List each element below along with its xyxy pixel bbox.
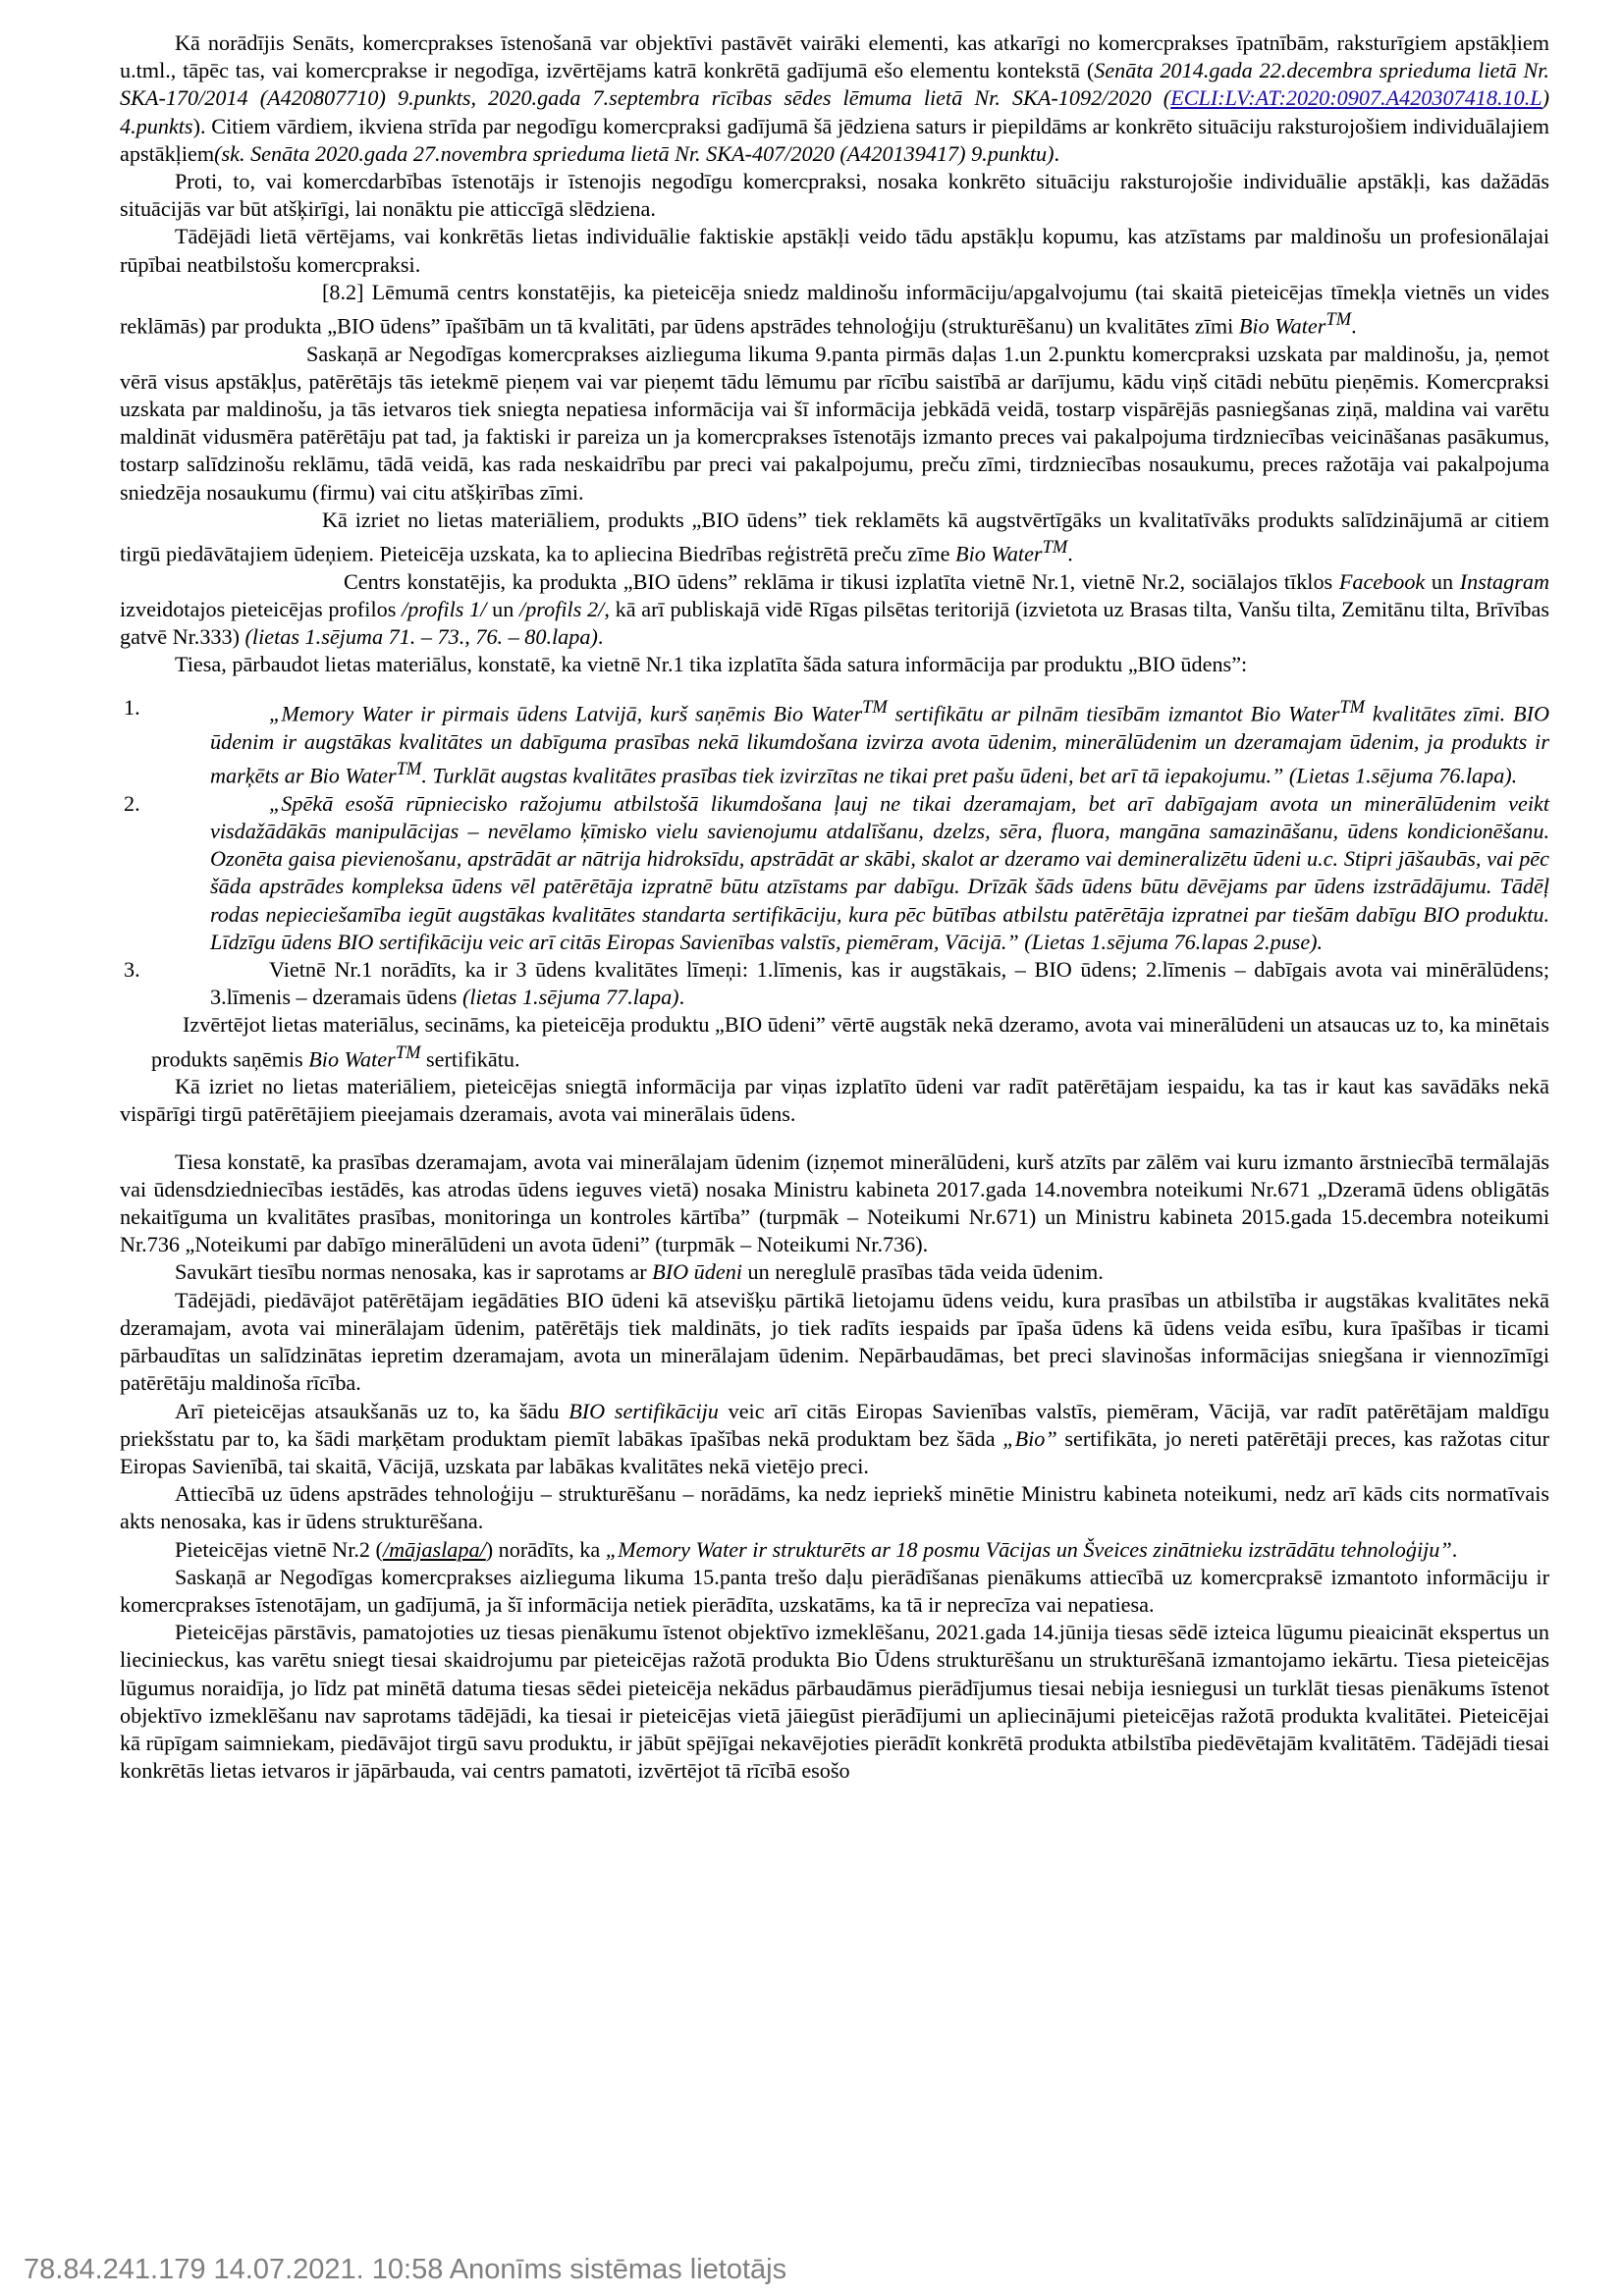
paragraph-website-claim: Pieteicējas vietnē Nr.2 (/mājaslapa/) norādīts, ka „Memory Water ir strukturēts ar 18 posmu Vācijas un Šveices zinātnieku izstrādātu tehnoloģiju”. xyxy=(175,1536,1458,1562)
list-item: 1. „Memory Water ir pirmais ūdens Latvijā, kurš saņēmis Bio Water™ sertifikātu ar pilnām tiesībām izmantot Bio Water™ kvalitātes zīmi. BIO ūdenim ir augstākas kvalitātes un dabīguma prasības nekā likumdošana izvirza avota ūdenim, minerālūdenim un dzeramajam ūdenim, ja produkts ir marķēts ar Bio Water™. Turklāt augstas kvalitātes prasības tiek izvirzītas ne tikai pret pašu ūdeni, bet arī tā iepakojumu.” (Lietas 1.sējuma 76.lapa). xyxy=(124,695,1549,788)
paragraph-product-advertised: Kā izriet no lietas materiāliem, produkts „BIO ūdens” tiek reklamēts kā augstvērtīgāks un kvalitatīvāks produkts salīdzinājumā ar citiem tirgū piedāvātajiem ūdeņiem. Pieteicēja uzskata, ka to apliecina Biedrības reģistrētā preču zīme Bio Water™. xyxy=(120,507,1549,566)
footer-stamp: 78.84.241.179 14.07.2021. 10:58 Anonīms sistēmas lietotājs xyxy=(24,2254,787,2285)
document-page xyxy=(120,29,1549,1785)
quoted-statements-list xyxy=(120,694,1549,1011)
paragraph-impression: Kā izriet no lietas materiāliem, pieteicējas sniegtā informācija par viņas izplatīto ūdeni var radīt patērētājam iespaidu, ka tas ir kaut kas savādāks nekā vispārīgi tirgū patērētājiem pieejamais dzeramais, avota vai minerālais ūdens. xyxy=(120,1074,1549,1127)
paragraph-8-2-decision: [8.2] Lēmumā centrs konstatējis, ka pieteicēja sniedz maldinošu informāciju/apgalvojumu (tai skaitā pieteicējas tīmekļa vietnēs un vides reklāmās) par produkta „BIO ūdens” īpašībām un tā kvalitāti, par ūdens apstrādes tehnoloģiju (strukturēšanu) un kvalitātes zīmi Bio Water™. xyxy=(120,279,1549,339)
paragraph-regulations: Tiesa konstatē, ka prasības dzeramajam, avota vai minerālajam ūdenim (izņemot minerālūdeni, kurš atzīts par zālēm vai kuru izmanto ārstniecībā termālajās vai ūdensdziedniecības iestādēs, kas atrodas ūdens ieguves vietā) nosaka Ministru kabineta 2017.gada 14.novembra noteikumi Nr.671 „Dzeramā ūdens obligātās nekaitīguma un kvalitātes prasības, monitoringa un kontroles kārtība” (turpmāk – Noteikumi Nr.671) un Ministru kabineta 2015.gada 15.decembra noteikumi Nr.736 „Noteikumi par dabīgo minerālūdeni un avota ūdeni” (turpmāk – Noteikumi Nr.736). xyxy=(120,1148,1549,1257)
paragraph-bio-certification: Arī pieteicējas atsaukšanās uz to, ka šādu BIO sertifikāciju veic arī citās Eiropas Savienības valstīs, piemēram, Vācijā, var radīt patērētājam maldīgu priekšstatu par to, ka šādi marķētam produktam piemīt labākas īpašības nekā produktam bez šāda „Bio” sertifikāta, jo nereti patērētāji preces, kas ražotas citur Eiropas Savienībā, tai skaitā, Vācijā, uzskata par labākas kvalitātes nekā vietējo preci. xyxy=(120,1398,1549,1478)
homepage-link[interactable]: /mājaslapa/ xyxy=(382,1536,486,1562)
paragraph-case-assessment: Tādējādi lietā vērtējams, vai konkrētās lietas individuālie faktiskie apstākļi veido tādu apstākļu kopumu, kas atzīstams par maldinošu un profesionālajai rūpībai neatbilstošu komercpraksi. xyxy=(120,224,1549,277)
ecli-link[interactable]: ECLI:LV:AT:2020:0907.A420307418.10.L xyxy=(1170,85,1542,111)
paragraph-senate-elements: Kā norādījis Senāts, komercprakses īstenošanā var objektīvi pastāvēt vairāki elementi, kas atkarīgi no komercprakses īpatnībām, raksturīgiem apstākļiem u.tml., tāpēc tas, vai komercprakse ir negodīga, izvērtējams katrā konkrētā gadījumā ešo elementu kontekstā (Senāta 2014.gada 22.decembra sprieduma lietā Nr. SKA-170/2014 (A420807710) 9.punkts, 2020.gada 7.septembra rīcības sēdes lēmuma lietā Nr. SKA-1092/2020 (ECLI:LV:AT:2020:0907.A420307418.10.L) 4.punkts). Citiem vārdiem, ikviena strīda par negodīgu komercpraksi gadījumā šā jēdziena saturs ir piepildāms ar konkrēto situāciju raksturojošiem individuālajiem apstākļiem(sk. Senāta 2020.gada 27.novembra sprieduma lietā Nr. SKA-407/2020 (A420139417) 9.punktu). xyxy=(120,30,1549,166)
paragraph-law-article-9: Saskaņā ar Negodīgas komercprakses aizlieguma likuma 9.panta pirmās daļas 1.un 2.punktu komercpraksi uzskata par maldinošu, ja, ņemot vērā visus apstākļus, patērētājs tās ietekmē pieņem vai var pieņemt tādu lēmumu par rīcību saistībā ar darījumu, kādu viņš citādi nebūtu pieņēmis. Komercpraksi uzskata par maldinošu, ja tās ietvaros tiek sniegta nepatiesa informācija vai šī informācija jebkādā veidā, tostarp vispārējās pasniegšanas ziņā, maldina vai varētu maldināt vidusmēra patērētāju pat tad, ja faktiski ir pareiza un ja komercprakses īstenotājs izmanto preces vai pakalpojuma tirdzniecības veicināšanas pasākumus, tostarp salīdzinošu reklāmu, tādā veidā, kas rada neskaidrību par preci vai pakalpojumu, preču zīmi, tirdzniecības nosaukumu, preces ražotāja vai pakalpojuma sniedzēja nosaukumu (firmu) vai citu atšķirības zīmi. xyxy=(120,341,1549,505)
paragraph-no-definition: Savukārt tiesību normas nenosaka, kas ir saprotams ar BIO ūdeni un nereglulē prasības tāda veida ūdenim. xyxy=(175,1259,1104,1285)
paragraph-evaluation: Izvērtējot lietas materiālus, secināms, ka pieteicēja produktu „BIO ūdeni” vērtē augstāk nekā dzeramo, avota vai minerālūdeni un atsaucas uz to, ka minētais produkts saņēmis Bio Water™ sertifikātu. xyxy=(151,1012,1549,1072)
list-item: 3. Vietnē Nr.1 norādīts, ka ir 3 ūdens kvalitātes līmeņi: 1.līmenis, kas ir augstākais, – BIO ūdens; 2.līmenis – dabīgais avota vai minērālūdens; 3.līmenis – dzeramais ūdens (lietas 1.sējuma 77.lapa). xyxy=(124,957,1549,1010)
paragraph-court-check: Tiesa, pārbaudot lietas materiālus, konstatē, ka vietnē Nr.1 tika izplatīta šāda satura informācija par produktu „BIO ūdens”: xyxy=(175,652,1248,677)
paragraph-structuring: Attiecībā uz ūdens apstrādes tehnoloģiju – strukturēšanu – norādāms, ka nedz iepriekš minētie Ministru kabineta noteikumi, nedz arī kāds cits normatīvais akts nenosaka, kas ir ūdens strukturēšana. xyxy=(120,1481,1549,1534)
paragraph-individual-circumstances: Proti, to, vai komercdarbības īstenotājs ir īstenojis negodīgu komercpraksi, nosaka konkrēto situāciju raksturojošie individuālie apstākļi, kas dažādās situācijās var būt atšķirīgi, lai nonāktu pie atticcīgā slēdziena. xyxy=(120,169,1549,222)
list-item: 2. „Spēkā esošā rūpniecisko ražojumu atbilstošā likumdošana ļauj ne tikai dzeramajam, bet arī dabīgajam avota un minerālūdenim veikt visdažādākās manipulācijas – nevēlamo ķīmisko vielu savienojumu atdalīšanu, dzelzs, sēra, fluora, mangāna samazināšanu, ūdens kondicionēšanu. Ozonēta gaisa pievienošanu, apstrādāt ar nātrija hidroksīdu, apstrādāt ar skābi, skalot ar dzeramo vai demineralizētu ūdeni u.c. Stipri jāšaubās, vai pēc šāda apstrādes kompleksa ūdens vēl patērētāja izpratnē būtu atzīstams par dabīgu. Drīzāk šāds ūdens būtu dēvējams par ūdens izstrādājumu. Tādēļ rodas nepieciešamība iegūt augstākas kvalitātes standarta sertifikāciju, kura pēc būtības atbilstu patērētāja izpratnei par tiešām dabīgu BIO produktu. Līdzīgu ūdens BIO sertifikāciju veic arī citās Eiropas Savienības valstīs, piemēram, Vācijā.” (Lietas 1.sējuma 76.lapas 2.puse). xyxy=(124,790,1549,954)
paragraph-applicant-request: Pieteicējas pārstāvis, pamatojoties uz tiesas pienākumu īstenot objektīvo izmeklēšanu, 2021.gada 14.jūnija tiesas sēdē izteica lūgumu pieaicināt ekspertus un liecinieckus, kas varētu sniegt tiesai skaidrojumu par pieteicējas ražotā produkta Bio Ūdens strukturēšanu un strukturēšanā izmantojamo iekārtu. Tiesa pieteicējas lūgumus noraidīja, jo līdz pat minētā datuma tiesas sēdei pieteicēja nekādus pārbaudāmus pierādījumus tiesai nebija iesniegusi un turklāt tiesas pienākums īstenot objektīvo izmeklēšanu nav saprotams tādējādi, ka tiesai ir pieteicējas vietā jāiegūst pierādījumi un apliecinājumi pieteicējas ražotā produkta kvalitātei. Pieteicējai kā rūpīgam saimniekam, piedāvājot tirgū savu produktu, ir jābūt spējīgai nekavējoties pierādīt konkrētā produkta atbilstība piedēvētajām kvalitātēm. Tādējādi tiesai konkrētās lietas ietvaros ir jāpārbauda, vai centrs pamatoti, izvērtējot tā rīcībā esošo xyxy=(120,1620,1549,1784)
paragraph-consumer-misled: Tādējādi, piedāvājot patērētājam iegādāties BIO ūdeni kā atsevišķu pārtikā lietojamu ūdens veidu, kura prasības un atbilstība ir augstākas kvalitātes nekā dzeramajam, avota vai minerālajam ūdenim, patērētājs tiek maldināts, jo tiek radīts iespaids par īpaša ūdens kā ūdens veida esību, kura īpašības ir ticami pārbaudītas un salīdzinātas iepretim dzeramajam, avota un minerālajam ūdenim. Nepārbaudāmas, bet preci slavinošas informācijas sniegšana ir viennozīmīgi patērētāju maldinoša rīcība. xyxy=(120,1287,1549,1396)
paragraph-advertising-channels: Centrs konstatējis, ka produkta „BIO ūdens” reklāma ir tikusi izplatīta vietnē Nr.1, vietnē Nr.2, sociālajos tīklos Facebook un Instagram izveidotajos pieteicējas profilos /profils 1/ un /profils 2/, kā arī publiskajā vidē Rīgas pilsētas teritorijā (izvietota uz Brasas tilta, Vanšu tilta, Zemitānu tilta, Brīvības gatvē Nr.333) (lietas 1.sējuma 71. – 73., 76. – 80.lapa). xyxy=(120,568,1549,650)
paragraph-burden-of-proof: Saskaņā ar Negodīgas komercprakses aizlieguma likuma 15.panta trešo daļu pierādīšanas pienākums attiecībā uz komercpraksē izmantoto informāciju ir komercprakses īstenotājam, un gadījumā, ja šī informācija netiek pierādīta, uzskatāms, ka tā ir neprecīza vai nepatiesa. xyxy=(120,1564,1549,1617)
